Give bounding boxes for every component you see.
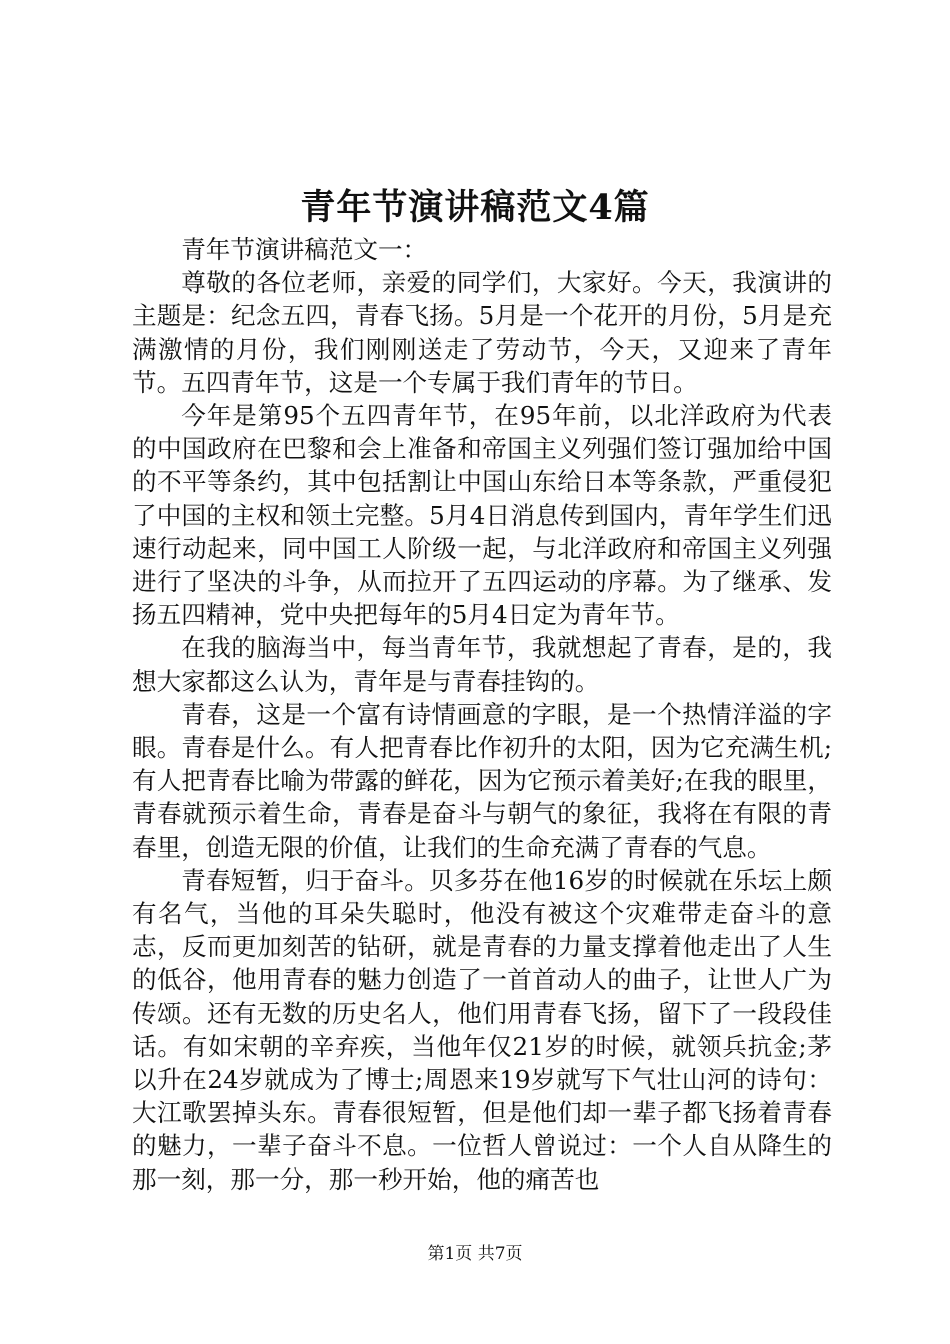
paragraph: 尊敬的各位老师，亲爱的同学们，大家好。今天，我演讲的主题是：纪念五四，青春飞扬。5月是一个花开的月份，5月是充满激情的月份，我们刚刚送走了劳动节，今天，又迎来了青年节。五四青年节，这是一个专属于我们青年的节日。 <box>132 268 832 397</box>
paragraph: 在我的脑海当中，每当青年节，我就想起了青春，是的，我想大家都这么认为，青年是与青春挂钩的。 <box>132 633 832 696</box>
document-title: 青年节演讲稿范文4篇 <box>300 187 650 228</box>
paragraph: 今年是第95个五四青年节，在95年前，以北洋政府为代表的中国政府在巴黎和会上准备和帝国主义列强们签订强加给中国的不平等条约，其中包括割让中国山东给日本等条款，严重侵犯了中国的主权和领土完整。5月4日消息传到国内，青年学生们迅速行动起来，同中国工人阶级一起，与北洋政府和帝国主义列强进行了坚决的斗争，从而拉开了五四运动的序幕。为了继承、发扬五四精神，党中央把每年的5月4日定为青年节。 <box>132 401 832 630</box>
paragraph-subtitle: 青年节演讲稿范文一： <box>181 235 428 264</box>
page-footer: 第1页 共7页 <box>427 1244 523 1264</box>
paragraph: 青春，这是一个富有诗情画意的字眼，是一个热情洋溢的字眼。青春是什么。有人把青春比作初升的太阳，因为它充满生机;有人把青春比喻为带露的鲜花，因为它预示着美好;在我的眼里，青春就预示着生命，青春是奋斗与朝气的象征，我将在有限的青春里，创造无限的价值，让我们的生命充满了青春的气息。 <box>132 699 832 862</box>
paragraph: 青春短暂，归于奋斗。贝多芬在他16岁的时候就在乐坛上颇有名气，当他的耳朵失聪时，他没有被这个灾难带走奋斗的意志，反而更加刻苦的钻研，就是青春的力量支撑着他走出了人生的低谷，他用青春的魅力创造了一首首动人的曲子，让世人广为传颂。还有无数的历史名人，他们用青春飞扬，留下了一段段佳话。有如宋朝的辛弃疾，当他年仅21岁的时候，就领兵抗金;茅以升在24岁就成为了博士;周恩来19岁就写下气壮山河的诗句：大江歌罢掉头东。青春很短暂，但是他们却一辈子都飞扬着青春的魅力，一辈子奋斗不息。一位哲人曾说过：一个人自从降生的那一刻，那一分，那一秒开始，他的痛苦也 <box>132 865 832 1194</box>
document-body <box>132 233 832 1196</box>
